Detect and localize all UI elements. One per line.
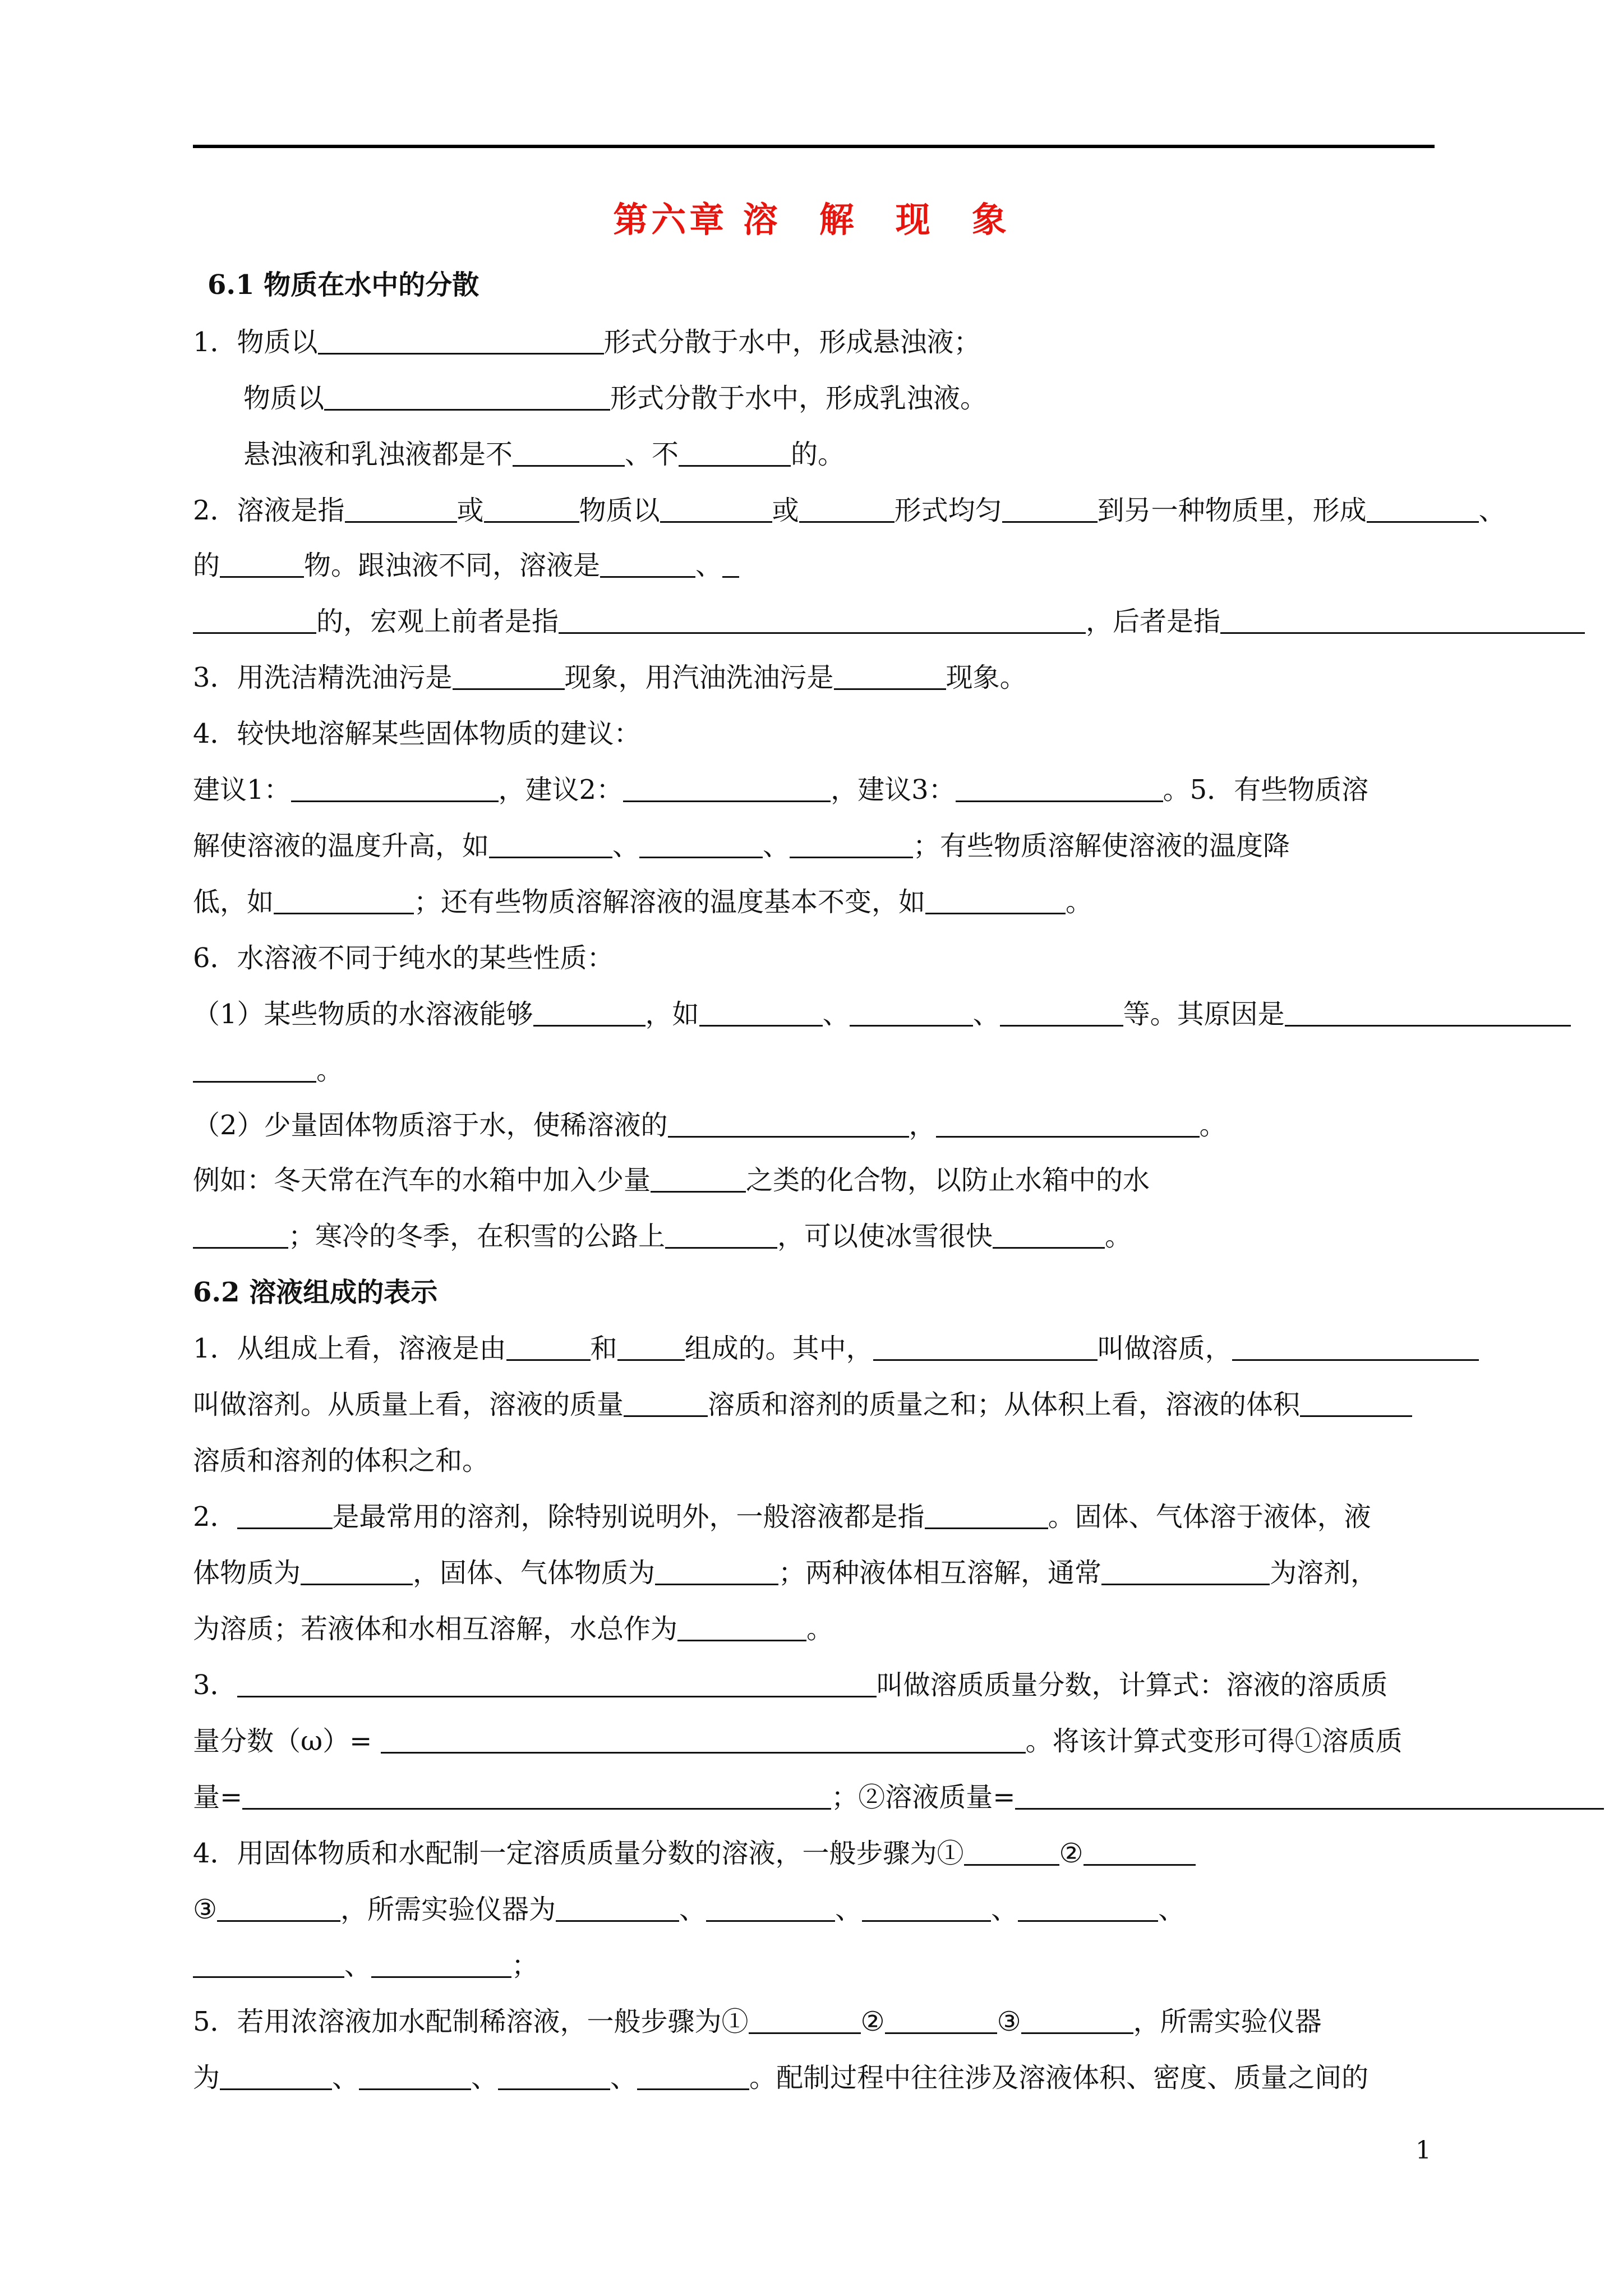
line-text: 现象。 xyxy=(946,662,1027,693)
blank-line xyxy=(617,1335,685,1361)
blank-line xyxy=(1002,496,1098,523)
line-text: 物。跟浊液不同，溶液是 xyxy=(304,550,601,581)
blank-line xyxy=(1220,608,1585,634)
blank-line xyxy=(639,832,763,858)
blank-line xyxy=(925,1503,1048,1529)
blank-line xyxy=(936,1111,1200,1138)
line-text: 形式均匀 xyxy=(894,495,1002,526)
line-text: 3．用洗洁精洗油污是 xyxy=(193,662,453,693)
blank-line xyxy=(301,1559,413,1585)
blank-line xyxy=(799,496,895,523)
line-text: 体物质为 xyxy=(193,1557,301,1589)
text-line xyxy=(243,438,845,471)
line-text: 1．物质以 xyxy=(193,326,318,358)
line-text: ；还有些物质溶解溶液的温度基本不变，如 xyxy=(414,886,926,918)
blank-line xyxy=(324,384,610,411)
section-heading xyxy=(193,1276,437,1309)
line-text: 叫做溶质， xyxy=(1097,1333,1232,1364)
blank-line xyxy=(1015,1783,1604,1810)
blank-line xyxy=(489,832,612,858)
line-text: 形式分散于水中，形成乳浊液。 xyxy=(610,383,988,414)
line-text: ；②溶液质量= xyxy=(831,1782,1016,1813)
page-number: 1 xyxy=(1415,2136,1431,2165)
blank-line xyxy=(1083,1839,1196,1866)
blank-line xyxy=(660,496,772,523)
line-text: 或 xyxy=(772,495,799,526)
text-line xyxy=(193,941,614,975)
line-text: 、 xyxy=(822,999,850,1030)
line-text: 4．较快地溶解某些固体物质的建议： xyxy=(193,718,641,749)
blank-line xyxy=(484,496,579,523)
blank-line xyxy=(193,1056,316,1083)
line-text: 为 xyxy=(193,2062,220,2093)
line-text: 6．水溶液不同于纯水的某些性质： xyxy=(193,942,614,974)
line-text: ，后者是指 xyxy=(1086,606,1221,637)
line-text: 叫做溶质质量分数，计算式：溶液的溶质质 xyxy=(876,1669,1388,1701)
blank-line xyxy=(679,440,791,467)
line-text: 2．溶液是指 xyxy=(193,495,345,526)
blank-line xyxy=(237,1503,333,1529)
line-text: 量分数（ω）= xyxy=(193,1726,381,1757)
line-text: 现象，用汽油洗油污是 xyxy=(564,662,834,693)
line-text: 、 xyxy=(835,1894,863,1925)
blank-line xyxy=(556,1895,679,1922)
text-line xyxy=(193,1163,1150,1197)
line-text: 4．用固体物质和水配制一定溶质质量分数的溶液，一般步骤为① xyxy=(193,1838,964,1869)
blank-line xyxy=(834,664,946,690)
line-text: 、 xyxy=(332,2062,359,2093)
blank-line xyxy=(749,2008,861,2034)
line-text: 、 xyxy=(610,2062,638,2093)
text-line xyxy=(193,1612,833,1646)
blank-line xyxy=(513,440,625,467)
blank-line xyxy=(318,328,604,355)
line-text: ② xyxy=(1059,1838,1083,1869)
blank-line xyxy=(533,1000,645,1027)
blank-line xyxy=(1000,1000,1123,1027)
text-line xyxy=(193,885,1092,919)
blank-line xyxy=(498,2064,610,2090)
line-text: ，建议3： xyxy=(831,774,956,806)
blank-line xyxy=(925,888,1066,914)
line-text: 为溶剂， xyxy=(1270,1557,1378,1589)
line-text: 5．若用浓溶液加水配制稀溶液，一般步骤为① xyxy=(193,2006,749,2037)
line-text: 之类的化合物，以防止水箱中的水 xyxy=(746,1165,1150,1196)
line-text: 、 xyxy=(695,550,723,581)
line-text: 的，宏观上前者是指 xyxy=(316,606,559,637)
line-text: ② xyxy=(860,2006,885,2037)
text-line xyxy=(193,1388,1412,1421)
text-line xyxy=(193,1444,489,1478)
blank-line xyxy=(706,1895,835,1922)
line-text: ， xyxy=(909,1110,936,1141)
line-text: ，如 xyxy=(645,999,699,1030)
blank-line xyxy=(506,1335,591,1361)
text-line xyxy=(193,549,739,582)
blank-line xyxy=(217,1895,340,1922)
blank-line xyxy=(668,1111,909,1138)
line-text: 解使溶液的温度升高，如 xyxy=(193,830,490,862)
blank-line xyxy=(237,1671,877,1697)
line-text: 叫做溶剂。从质量上看，溶液的质量 xyxy=(193,1389,624,1420)
line-text: 。 xyxy=(316,1055,344,1086)
text-line xyxy=(193,494,1506,527)
line-text: 2． xyxy=(193,1501,237,1533)
line-text: ，所需实验仪器为 xyxy=(340,1894,556,1925)
header-rule xyxy=(193,145,1435,148)
blank-line xyxy=(600,551,695,578)
line-text: 、 xyxy=(612,830,640,862)
blank-line xyxy=(1285,1000,1571,1027)
line-text: 物质以 xyxy=(243,383,325,414)
text-line xyxy=(193,1837,1196,1870)
line-text: 、 xyxy=(972,999,1000,1030)
blank-line xyxy=(291,776,499,802)
text-line xyxy=(193,1668,1388,1702)
text-line xyxy=(193,1949,538,1982)
blank-line xyxy=(381,1727,1026,1754)
line-text: 。 xyxy=(1199,1110,1227,1141)
line-text: 组成的。其中， xyxy=(684,1333,873,1364)
line-text: 溶质和溶剂的体积之和。 xyxy=(193,1445,490,1476)
blank-line xyxy=(1300,1391,1412,1417)
blank-line xyxy=(677,1615,806,1641)
blank-line xyxy=(559,608,1086,634)
line-text: 。配制过程中往往涉及溶液体积、密度、质量之间的 xyxy=(749,2062,1369,2093)
text-line xyxy=(193,605,1585,638)
line-text: 。将该计算式变形可得①溶质质 xyxy=(1025,1726,1403,1757)
blank-line xyxy=(220,551,304,578)
blank-line xyxy=(862,1895,991,1922)
text-line xyxy=(193,1556,1377,1590)
text-line xyxy=(193,829,1290,863)
line-text: ；有些物质溶解使溶液的温度降 xyxy=(913,830,1290,862)
blank-line xyxy=(964,1839,1059,1866)
line-text: ，可以使冰雪很快 xyxy=(777,1221,993,1252)
blank-line xyxy=(193,1952,344,1978)
line-text: 建议1： xyxy=(193,774,291,806)
blank-line xyxy=(885,2008,997,2034)
line-text: 到另一种物质里，形成 xyxy=(1097,495,1367,526)
blank-line xyxy=(790,832,913,858)
blank-line xyxy=(242,1783,831,1810)
text-line xyxy=(193,1724,1403,1758)
text-line xyxy=(193,773,1368,807)
line-text: 6.1 物质在水中的分散 xyxy=(208,269,479,301)
text-line xyxy=(193,325,981,359)
line-text: 、 xyxy=(1158,1894,1186,1925)
line-text: 3． xyxy=(193,1669,237,1701)
line-text: 、 xyxy=(471,2062,499,2093)
line-text: 。 xyxy=(1105,1221,1132,1252)
line-text: ③ xyxy=(997,2006,1021,2037)
blank-line xyxy=(359,2064,471,2090)
line-text: 。 xyxy=(806,1613,834,1645)
line-text: 为溶质；若液体和水相互溶解，水总作为 xyxy=(193,1613,678,1645)
blank-line xyxy=(873,1335,1098,1361)
line-text: 的。 xyxy=(791,439,845,470)
blank-line xyxy=(850,1000,973,1027)
text-line xyxy=(193,1053,343,1087)
text-line xyxy=(193,1332,1479,1365)
blank-line xyxy=(1021,2008,1133,2034)
blank-line xyxy=(993,1222,1105,1249)
line-text: 量= xyxy=(193,1782,243,1813)
line-text: 、不 xyxy=(625,439,679,470)
line-text: 溶质和溶剂的质量之和；从体积上看，溶液的体积 xyxy=(708,1389,1301,1420)
blank-line xyxy=(274,888,414,914)
text-line xyxy=(193,1500,1371,1534)
text-line xyxy=(193,661,1027,694)
text-line xyxy=(193,997,1571,1031)
blank-line xyxy=(1232,1335,1479,1361)
line-text: 等。其原因是 xyxy=(1123,999,1285,1030)
blank-line xyxy=(220,2064,332,2090)
line-text: ； xyxy=(511,1950,539,1981)
blank-line xyxy=(623,776,831,802)
text-line xyxy=(193,1220,1132,1253)
text-line xyxy=(193,1893,1185,1926)
blank-line xyxy=(956,776,1163,802)
line-text: ；两种液体相互溶解，通常 xyxy=(778,1557,1102,1589)
line-text: 6.2 溶液组成的表示 xyxy=(193,1277,438,1308)
line-text: ③ xyxy=(193,1894,218,1925)
text-line xyxy=(193,2061,1368,2095)
blank-line xyxy=(453,664,565,690)
line-text: 、 xyxy=(991,1894,1018,1925)
text-line xyxy=(243,381,987,415)
blank-line xyxy=(624,1391,708,1417)
text-line xyxy=(193,1108,1227,1142)
line-text: 的 xyxy=(193,550,220,581)
section-heading xyxy=(208,268,479,302)
line-text: （1）某些物质的水溶液能够 xyxy=(193,999,533,1030)
line-text: 1．从组成上看，溶液是由 xyxy=(193,1333,506,1364)
line-text: ，固体、气体物质为 xyxy=(413,1557,656,1589)
line-text: 、 xyxy=(763,830,790,862)
line-text: 。固体、气体溶于液体，液 xyxy=(1048,1501,1371,1533)
line-text: 、 xyxy=(1478,495,1506,526)
line-text: 。5．有些物质溶 xyxy=(1163,774,1369,806)
blank-line xyxy=(637,2064,749,2090)
blank-line xyxy=(193,608,316,634)
line-text: 和 xyxy=(590,1333,617,1364)
blank-line xyxy=(655,1559,778,1585)
text-line xyxy=(193,2005,1322,2039)
line-text: 物质以 xyxy=(579,495,660,526)
line-text: 、 xyxy=(679,1894,707,1925)
blank-line xyxy=(1018,1895,1158,1922)
blank-line xyxy=(722,551,739,578)
blank-line xyxy=(665,1222,777,1249)
line-text: 或 xyxy=(457,495,484,526)
text-line xyxy=(193,717,641,751)
line-text: 形式分散于水中，形成悬浊液； xyxy=(603,326,981,358)
line-text: 悬浊液和乳浊液都是不 xyxy=(243,439,513,470)
line-text: 。 xyxy=(1066,886,1093,918)
text-line xyxy=(193,1780,1604,1814)
line-text: 低，如 xyxy=(193,886,274,918)
blank-line xyxy=(1101,1559,1270,1585)
line-text: 例如：冬天常在汽车的水箱中加入少量 xyxy=(193,1165,651,1196)
blank-line xyxy=(371,1952,511,1978)
chapter-title: 第六章 溶 解 现 象 xyxy=(613,199,1010,240)
blank-line xyxy=(699,1000,823,1027)
line-text: ，建议2： xyxy=(498,774,624,806)
blank-line xyxy=(345,496,457,523)
line-text: ，所需实验仪器 xyxy=(1133,2006,1322,2037)
blank-line xyxy=(193,1222,288,1249)
blank-line xyxy=(651,1166,746,1193)
line-text: ；寒冷的冬季，在积雪的公路上 xyxy=(288,1221,666,1252)
line-text: 是最常用的溶剂，除特别说明外，一般溶液都是指 xyxy=(332,1501,925,1533)
blank-line xyxy=(1367,496,1479,523)
line-text: （2）少量固体物质溶于水，使稀溶液的 xyxy=(193,1110,668,1141)
line-text: 、 xyxy=(344,1950,372,1981)
